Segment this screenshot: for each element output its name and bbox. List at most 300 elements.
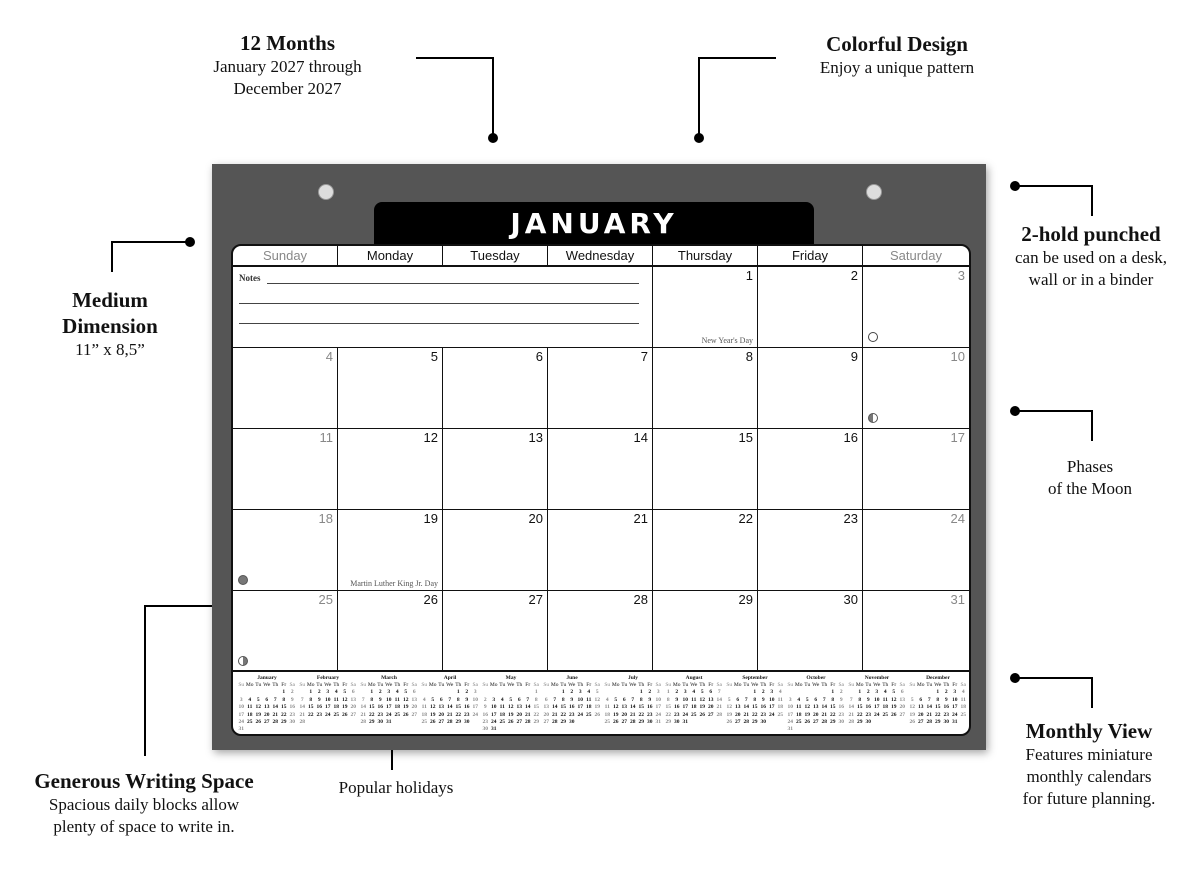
mini-day: 17 bbox=[952, 704, 958, 711]
mini-weekday: Sa bbox=[594, 682, 600, 688]
mini-day: 9 bbox=[648, 696, 652, 703]
mini-weekday: Sa bbox=[289, 682, 295, 688]
mini-weekday: Th bbox=[577, 682, 584, 688]
mini-weekday: Sa bbox=[899, 682, 905, 688]
mini-day: 9 bbox=[290, 696, 294, 703]
mini-day: 8 bbox=[534, 696, 538, 703]
day-cell[interactable] bbox=[548, 348, 653, 429]
mini-weekday: Tu bbox=[743, 682, 750, 688]
mini-day: 13 bbox=[264, 704, 270, 711]
day-number: 31 bbox=[950, 592, 965, 607]
mini-day bbox=[620, 689, 629, 696]
mini-day: 22 bbox=[455, 711, 461, 718]
day-cell[interactable] bbox=[653, 429, 758, 510]
mini-day: 15 bbox=[857, 704, 863, 711]
day-cell[interactable] bbox=[863, 510, 969, 591]
mini-day bbox=[829, 726, 838, 733]
mini-day: 12 bbox=[613, 704, 619, 711]
mini-day: 16 bbox=[760, 704, 766, 711]
mini-day: 17 bbox=[238, 711, 244, 718]
mini-day: 11 bbox=[333, 696, 339, 703]
day-number: 20 bbox=[528, 511, 543, 526]
mini-day: 17 bbox=[655, 704, 661, 711]
mini-day: 14 bbox=[272, 704, 278, 711]
mini-day bbox=[925, 689, 934, 696]
mini-day: 7 bbox=[744, 696, 748, 703]
day-number: 28 bbox=[633, 592, 648, 607]
day-number: 8 bbox=[745, 349, 753, 364]
callout-title: 12 Months bbox=[239, 31, 336, 55]
mini-month-title: April bbox=[443, 675, 457, 681]
mini-day: 26 bbox=[403, 711, 409, 718]
mini-week-row bbox=[359, 719, 419, 726]
callout-desc: Features miniature bbox=[1025, 745, 1153, 764]
mini-day: 29 bbox=[369, 719, 375, 726]
mini-month-title: November bbox=[864, 675, 890, 681]
mini-day: 30 bbox=[289, 719, 295, 726]
mini-day bbox=[410, 719, 419, 726]
mini-day: 3 bbox=[473, 689, 477, 696]
mini-day: 12 bbox=[430, 704, 436, 711]
month-title: JANUARY bbox=[374, 202, 814, 248]
mini-weekday: Th bbox=[699, 682, 706, 688]
mini-week-row bbox=[603, 689, 663, 696]
mini-weekday: Sa bbox=[716, 682, 722, 688]
mini-day: 19 bbox=[430, 711, 436, 718]
mini-day: 13 bbox=[411, 696, 417, 703]
mini-weekday: Mo bbox=[550, 682, 559, 688]
mini-day bbox=[629, 689, 638, 696]
mini-day: 14 bbox=[360, 704, 366, 711]
mini-day: 2 bbox=[839, 689, 843, 696]
mini-day: 29 bbox=[533, 719, 539, 726]
day-cell[interactable] bbox=[653, 348, 758, 429]
mini-day: 18 bbox=[499, 711, 505, 718]
mini-weekday: We bbox=[446, 682, 454, 688]
mini-month bbox=[725, 675, 785, 734]
day-cell[interactable] bbox=[863, 348, 969, 429]
day-cell[interactable] bbox=[338, 348, 443, 429]
callout-desc: plenty of space to write in. bbox=[53, 817, 235, 836]
mini-day: 2 bbox=[944, 689, 948, 696]
mini-day: 31 bbox=[952, 719, 958, 726]
day-cell[interactable] bbox=[338, 510, 443, 591]
day-cell[interactable] bbox=[863, 429, 969, 510]
day-number: 4 bbox=[325, 349, 333, 364]
day-cell[interactable] bbox=[548, 429, 653, 510]
day-cell[interactable] bbox=[758, 591, 863, 672]
mini-day: 7 bbox=[553, 696, 557, 703]
mini-day: 13 bbox=[516, 704, 522, 711]
mini-day: 31 bbox=[787, 726, 793, 733]
mini-day bbox=[786, 689, 795, 696]
mini-weekday: Sa bbox=[777, 682, 783, 688]
notes-label: Notes bbox=[239, 273, 261, 283]
mini-day: 4 bbox=[395, 689, 399, 696]
punch-hole bbox=[866, 184, 882, 200]
mini-day: 27 bbox=[516, 719, 522, 726]
day-cell[interactable] bbox=[863, 267, 969, 348]
mini-weekday: Fr bbox=[769, 682, 775, 688]
mini-day: 8 bbox=[936, 696, 940, 703]
day-cell[interactable] bbox=[338, 591, 443, 672]
day-cell[interactable] bbox=[653, 510, 758, 591]
mini-day: 3 bbox=[387, 689, 391, 696]
mini-day: 4 bbox=[692, 689, 696, 696]
mini-day: 10 bbox=[325, 696, 331, 703]
callout-desc: can be used on a desk, bbox=[1014, 248, 1167, 267]
mini-day: 7 bbox=[361, 696, 365, 703]
mini-weekday: Fr bbox=[586, 682, 592, 688]
mini-weekday: Mo bbox=[428, 682, 437, 688]
mini-month bbox=[786, 675, 846, 734]
mini-day: 17 bbox=[874, 704, 880, 711]
mini-day: 26 bbox=[594, 711, 600, 718]
mini-day: 29 bbox=[281, 719, 287, 726]
mini-day bbox=[393, 719, 402, 726]
mini-day: 11 bbox=[960, 696, 966, 703]
mini-day: 8 bbox=[456, 696, 460, 703]
mini-day bbox=[524, 689, 533, 696]
day-number: 29 bbox=[738, 592, 753, 607]
callout-popular-holidays bbox=[306, 777, 486, 799]
mini-day bbox=[507, 726, 516, 733]
mini-day: 11 bbox=[796, 704, 802, 711]
mini-week-row bbox=[664, 712, 724, 719]
mini-day: 30 bbox=[943, 719, 949, 726]
mini-month bbox=[298, 675, 358, 734]
day-cell[interactable] bbox=[233, 429, 338, 510]
mini-day: 5 bbox=[892, 689, 896, 696]
mini-day: 19 bbox=[891, 704, 897, 711]
day-cell[interactable] bbox=[758, 348, 863, 429]
mini-day: 28 bbox=[447, 719, 453, 726]
mini-day: 14 bbox=[926, 704, 932, 711]
mini-weekday: Su bbox=[604, 682, 611, 688]
mini-month-title: July bbox=[627, 675, 639, 681]
weekday-label: Monday bbox=[338, 246, 443, 265]
mini-day: 23 bbox=[760, 711, 766, 718]
mini-day: 4 bbox=[605, 696, 609, 703]
mini-day: 15 bbox=[455, 704, 461, 711]
mini-weekday: Fr bbox=[708, 682, 714, 688]
mini-day: 23 bbox=[289, 711, 295, 718]
mini-day: 20 bbox=[411, 704, 417, 711]
mini-day: 13 bbox=[621, 704, 627, 711]
mini-day bbox=[515, 689, 524, 696]
day-cell[interactable] bbox=[653, 267, 758, 348]
mini-day: 10 bbox=[952, 696, 958, 703]
day-cell[interactable] bbox=[863, 591, 969, 672]
mini-weekday: We bbox=[629, 682, 637, 688]
mini-day: 4 bbox=[961, 689, 965, 696]
mini-day: 24 bbox=[769, 711, 775, 718]
mini-week-row bbox=[786, 712, 846, 719]
mini-day: 3 bbox=[656, 689, 660, 696]
mini-weekday: Su bbox=[848, 682, 855, 688]
mini-day bbox=[795, 689, 804, 696]
callout-desc: for future planning. bbox=[1022, 789, 1156, 808]
mini-day bbox=[593, 719, 602, 726]
day-cell[interactable] bbox=[233, 591, 338, 672]
mini-day: 9 bbox=[378, 696, 382, 703]
mini-day: 22 bbox=[830, 711, 836, 718]
mini-weekday: We bbox=[873, 682, 881, 688]
mini-day: 23 bbox=[674, 711, 680, 718]
mini-day: 24 bbox=[655, 711, 661, 718]
day-cell[interactable] bbox=[758, 267, 863, 348]
mini-day: 18 bbox=[421, 711, 427, 718]
mini-day: 1 bbox=[456, 689, 460, 696]
mini-day: 1 bbox=[282, 689, 286, 696]
mini-day: 20 bbox=[350, 704, 356, 711]
mini-day bbox=[490, 689, 499, 696]
day-cell[interactable] bbox=[548, 510, 653, 591]
mini-weekday: Su bbox=[665, 682, 672, 688]
mini-day: 2 bbox=[378, 689, 382, 696]
mini-day bbox=[742, 689, 751, 696]
mini-day bbox=[288, 726, 297, 733]
day-number: 18 bbox=[318, 511, 333, 526]
day-cell[interactable] bbox=[233, 348, 338, 429]
day-number: 6 bbox=[535, 349, 543, 364]
mini-day: 12 bbox=[891, 696, 897, 703]
mini-day bbox=[576, 719, 585, 726]
day-cell[interactable] bbox=[338, 429, 443, 510]
mini-week-row bbox=[359, 697, 419, 704]
mini-day: 15 bbox=[533, 704, 539, 711]
mini-weekday: Sa bbox=[411, 682, 417, 688]
mini-week-row bbox=[420, 689, 480, 696]
mini-day: 21 bbox=[299, 711, 305, 718]
mini-weekday: Su bbox=[787, 682, 794, 688]
mini-day: 21 bbox=[848, 711, 854, 718]
mini-day: 8 bbox=[858, 696, 862, 703]
mini-day: 25 bbox=[796, 719, 802, 726]
mini-month-weekdays bbox=[359, 682, 419, 689]
mini-day: 7 bbox=[300, 696, 304, 703]
mini-day: 6 bbox=[736, 696, 740, 703]
mini-day: 14 bbox=[447, 704, 453, 711]
mini-day: 4 bbox=[248, 696, 252, 703]
mini-day: 16 bbox=[674, 704, 680, 711]
mini-day: 15 bbox=[638, 704, 644, 711]
mini-week-row bbox=[542, 689, 602, 696]
mini-day: 6 bbox=[351, 689, 355, 696]
mini-day bbox=[237, 689, 246, 696]
day-cell[interactable] bbox=[443, 348, 548, 429]
mini-weekday: Fr bbox=[464, 682, 470, 688]
mini-day bbox=[803, 689, 812, 696]
mini-weekday: Tu bbox=[316, 682, 323, 688]
mini-day: 18 bbox=[586, 704, 592, 711]
callout-desc: monthly calendars bbox=[1026, 767, 1152, 786]
mini-day bbox=[332, 719, 341, 726]
mini-day: 11 bbox=[394, 696, 400, 703]
mini-day: 9 bbox=[483, 704, 487, 711]
punch-hole bbox=[318, 184, 334, 200]
mini-day: 31 bbox=[655, 719, 661, 726]
mini-day bbox=[776, 719, 785, 726]
mini-day: 6 bbox=[814, 696, 818, 703]
mini-day: 12 bbox=[594, 696, 600, 703]
callout-moon-phases bbox=[1000, 456, 1180, 500]
day-number: 19 bbox=[423, 511, 438, 526]
mini-weekday: Tu bbox=[438, 682, 445, 688]
mini-day: 21 bbox=[447, 711, 453, 718]
day-number: 15 bbox=[738, 430, 753, 445]
day-cell[interactable] bbox=[443, 591, 548, 672]
mini-day: 28 bbox=[716, 711, 722, 718]
mini-day: 26 bbox=[891, 711, 897, 718]
mini-day: 6 bbox=[439, 696, 443, 703]
mini-month-weekdays bbox=[847, 682, 907, 689]
mini-day: 1 bbox=[831, 689, 835, 696]
day-number: 2 bbox=[850, 268, 858, 283]
mini-week-row bbox=[603, 704, 663, 711]
mini-day: 11 bbox=[604, 704, 610, 711]
mini-day: 12 bbox=[699, 696, 705, 703]
mini-day: 25 bbox=[960, 711, 966, 718]
mini-day: 28 bbox=[299, 719, 305, 726]
mini-day: 19 bbox=[508, 711, 514, 718]
mini-day: 18 bbox=[777, 704, 783, 711]
mini-day: 29 bbox=[935, 719, 941, 726]
mini-day: 21 bbox=[630, 711, 636, 718]
mini-week-row bbox=[664, 697, 724, 704]
mini-weekday: Su bbox=[238, 682, 245, 688]
notes-area[interactable] bbox=[233, 267, 653, 348]
mini-day: 2 bbox=[290, 689, 294, 696]
mini-day: 29 bbox=[665, 719, 671, 726]
day-cell[interactable] bbox=[548, 591, 653, 672]
mini-day: 7 bbox=[822, 696, 826, 703]
mini-weekday: We bbox=[690, 682, 698, 688]
day-cell[interactable] bbox=[758, 429, 863, 510]
mini-day: 16 bbox=[838, 704, 844, 711]
day-cell[interactable] bbox=[443, 429, 548, 510]
mini-weekday: We bbox=[934, 682, 942, 688]
mini-day: 8 bbox=[282, 696, 286, 703]
mini-day: 6 bbox=[900, 689, 904, 696]
mini-day: 25 bbox=[691, 711, 697, 718]
mini-day bbox=[298, 689, 307, 696]
mini-week-row bbox=[786, 697, 846, 704]
mini-day: 19 bbox=[594, 704, 600, 711]
mini-day: 6 bbox=[622, 696, 626, 703]
mini-day bbox=[471, 719, 480, 726]
mini-month bbox=[481, 675, 541, 734]
mini-day: 16 bbox=[464, 704, 470, 711]
holiday-label: New Year's Day bbox=[701, 336, 753, 345]
mini-weekday: Th bbox=[394, 682, 401, 688]
mini-day: 3 bbox=[953, 689, 957, 696]
mini-day: 10 bbox=[238, 704, 244, 711]
mini-day bbox=[481, 689, 490, 696]
mini-day: 14 bbox=[716, 696, 722, 703]
weekday-label: Saturday bbox=[889, 248, 943, 263]
mini-day: 22 bbox=[308, 711, 314, 718]
mini-day: 30 bbox=[647, 719, 653, 726]
mini-day: 4 bbox=[334, 689, 338, 696]
mini-weekday: Sa bbox=[838, 682, 844, 688]
mini-month bbox=[237, 675, 297, 734]
mini-day: 4 bbox=[587, 689, 591, 696]
moon-phase-icon bbox=[868, 413, 878, 423]
mini-week-row bbox=[725, 712, 785, 719]
mini-day: 8 bbox=[666, 696, 670, 703]
mini-week-row bbox=[664, 689, 724, 696]
day-cell[interactable] bbox=[758, 510, 863, 591]
day-number: 30 bbox=[843, 592, 858, 607]
mini-day bbox=[359, 689, 368, 696]
mini-week-row bbox=[237, 704, 297, 711]
callout-monthly-view bbox=[994, 718, 1184, 810]
mini-day: 11 bbox=[499, 704, 505, 711]
mini-day: 26 bbox=[699, 711, 705, 718]
mini-week-row bbox=[481, 697, 541, 704]
mini-day: 17 bbox=[577, 704, 583, 711]
day-cell[interactable] bbox=[443, 510, 548, 591]
mini-day: 10 bbox=[874, 696, 880, 703]
mini-day bbox=[795, 726, 804, 733]
mini-day bbox=[349, 719, 358, 726]
mini-week-row bbox=[298, 697, 358, 704]
mini-day: 29 bbox=[638, 719, 644, 726]
mini-day: 19 bbox=[403, 704, 409, 711]
callout-12-months bbox=[200, 30, 375, 100]
mini-day: 1 bbox=[561, 689, 565, 696]
mini-week-row bbox=[908, 697, 968, 704]
line-colorful bbox=[699, 58, 776, 138]
day-cell[interactable] bbox=[233, 510, 338, 591]
mini-weekday: Fr bbox=[830, 682, 836, 688]
moon-phase-icon bbox=[238, 656, 248, 666]
mini-weekday: Tu bbox=[255, 682, 262, 688]
line-moon bbox=[1015, 411, 1092, 441]
callout-writing-space bbox=[10, 768, 278, 838]
mini-day: 16 bbox=[943, 704, 949, 711]
mini-day: 23 bbox=[865, 711, 871, 718]
mini-day bbox=[820, 726, 829, 733]
mini-day bbox=[551, 689, 560, 696]
mini-day: 27 bbox=[708, 711, 714, 718]
mini-day: 4 bbox=[422, 696, 426, 703]
mini-day bbox=[507, 689, 516, 696]
mini-day: 10 bbox=[682, 696, 688, 703]
callout-title: Generous Writing Space bbox=[34, 769, 254, 793]
mini-week-row bbox=[603, 719, 663, 726]
weekday-label: Tuesday bbox=[443, 246, 548, 265]
mini-day: 10 bbox=[787, 704, 793, 711]
mini-week-row bbox=[298, 712, 358, 719]
day-cell[interactable] bbox=[653, 591, 758, 672]
day-number: 25 bbox=[318, 592, 333, 607]
mini-day: 22 bbox=[752, 711, 758, 718]
mini-day: 5 bbox=[509, 696, 513, 703]
mini-week-row bbox=[420, 697, 480, 704]
mini-day: 2 bbox=[483, 696, 487, 703]
mini-day: 11 bbox=[247, 704, 253, 711]
mini-day bbox=[429, 689, 438, 696]
mini-day: 1 bbox=[639, 689, 643, 696]
mini-day: 2 bbox=[465, 689, 469, 696]
mini-day: 6 bbox=[265, 696, 269, 703]
mini-month-title: August bbox=[685, 675, 703, 681]
callout-2-hold-punched bbox=[986, 221, 1196, 291]
mini-week-row bbox=[420, 712, 480, 719]
mini-day: 18 bbox=[394, 704, 400, 711]
